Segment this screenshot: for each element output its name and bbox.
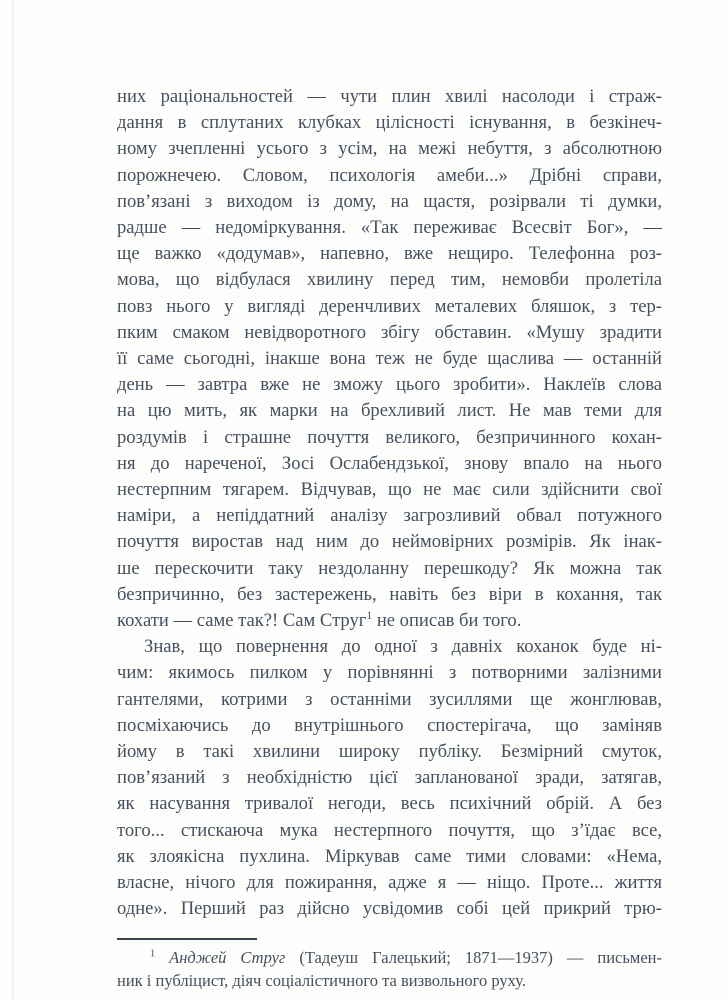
footnote-line: ник і публіцист, діяч соціалістичного та визвольного руху. [117, 971, 527, 990]
text-line: ше перескочити таку нездоланну перешкоду? Як можна так [117, 557, 662, 579]
text-line: чим: якимось пилком у порівнянні з потворними залізними [117, 662, 662, 684]
text-line: наміри, а непіддатний аналізу загрозливий обвал потужного [117, 505, 662, 527]
text-line: як злоякісна пухлина. Міркував саме тими словами: «Нема, [117, 845, 662, 867]
paragraph-new [117, 634, 662, 922]
text-line: Знав, що повернення до одної з давніх коханок буде ні- [144, 636, 662, 658]
text-line: мова, що відбулася хвилину перед тим, немовби пролетіла [117, 269, 662, 291]
scan-edge-seam [12, 0, 14, 1000]
text-line: повз нього у вигляді деренчливих металевих бляшок, з тер- [117, 295, 662, 317]
text-line: посміхаючись до внутрішнього спостерігача, що заміняв [117, 714, 662, 736]
paragraph-continuation [117, 84, 662, 634]
text-line: як насування тривалої негоди, весь психічний обрій. А без [117, 793, 662, 815]
footnote-line [117, 946, 662, 969]
text-line: ще важко «додумав», напевно, вже нещиро. Телефонна роз- [117, 243, 662, 265]
paragraph-lines [117, 634, 662, 922]
text-line: ня до нареченої, Зосі Ослабендзької, знову впало на нього [117, 452, 662, 474]
text-line: безпричинно, без застережень, навіть без віри в кохання, так [117, 583, 662, 605]
text-line: одне». Перший раз дійсно усвідомив собі цей прикрий трю- [117, 898, 662, 920]
text-line: її саме сьогодні, інакше вона теж не буде щаслива — останній [117, 348, 662, 370]
text-line: ному зчепленні усього з усім, на межі небуття, з абсолютною [117, 138, 662, 160]
text-line: пким смаком невідворотного збігу обставин. «Мушу зрадити [117, 321, 662, 343]
footnote-author: Анджей Струг [169, 948, 286, 967]
text-line: порожнечею. Словом, психологія амеби...» Дрібні справи, [117, 164, 662, 186]
text-line: пов’язані з виходом із дому, на щастя, розірвали ті думки, [117, 190, 662, 212]
footnote-marker: 1 [150, 948, 156, 960]
paragraph-end-text: кохати — саме так?! Сам Струг [117, 610, 367, 632]
text-line: того... стискаюча мука нестерпного почуття, що з’їдає все, [117, 819, 662, 841]
footnote [117, 946, 662, 992]
text-line: власне, нічого для пожирання, адже я — ніщо. Проте... життя [117, 872, 662, 894]
text-line: них раціональностей — чути плин хвилі насолоди і страж- [117, 86, 662, 107]
body-text [117, 84, 662, 923]
text-line: гантелями, котрими з останніми зусиллями ще жонглював, [117, 688, 662, 710]
text-line: день — завтра вже не зможу цього зробити». Наклеїв слова [117, 374, 662, 396]
footnote-reference-superscript: 1 [366, 609, 373, 622]
footnote-text: (Тадеуш Галецький; 1871—1937) — письмен- [285, 948, 662, 967]
text-line: радше — недоміркування. «Так переживає Всесвіт Бог», — [117, 217, 662, 239]
text-line: дання в сплутаних клубках цілісності існування, в безкінеч- [117, 112, 662, 134]
footnote-divider [117, 938, 257, 940]
text-line: на цю мить, як марки на брехливий лист. Не мав теми для [117, 400, 662, 422]
text-line [117, 608, 662, 634]
paragraph-lines [117, 84, 662, 608]
text-line: почуття виростав над ним до неймовірних розмірів. Як інак- [117, 531, 662, 553]
text-line: пов’язаний з необхідністю цієї запланованої зради, затягав, [117, 767, 662, 789]
text-line: роздумів і страшне почуття великого, безпричинного кохан- [117, 426, 662, 448]
paragraph-end-text: не описав би того. [372, 610, 522, 632]
text-line: йому в такі хвилини широку публіку. Безмірний смуток, [117, 741, 662, 763]
text-line: нестерпним тягарем. Відчував, що не має сили здійснити свої [117, 479, 662, 501]
